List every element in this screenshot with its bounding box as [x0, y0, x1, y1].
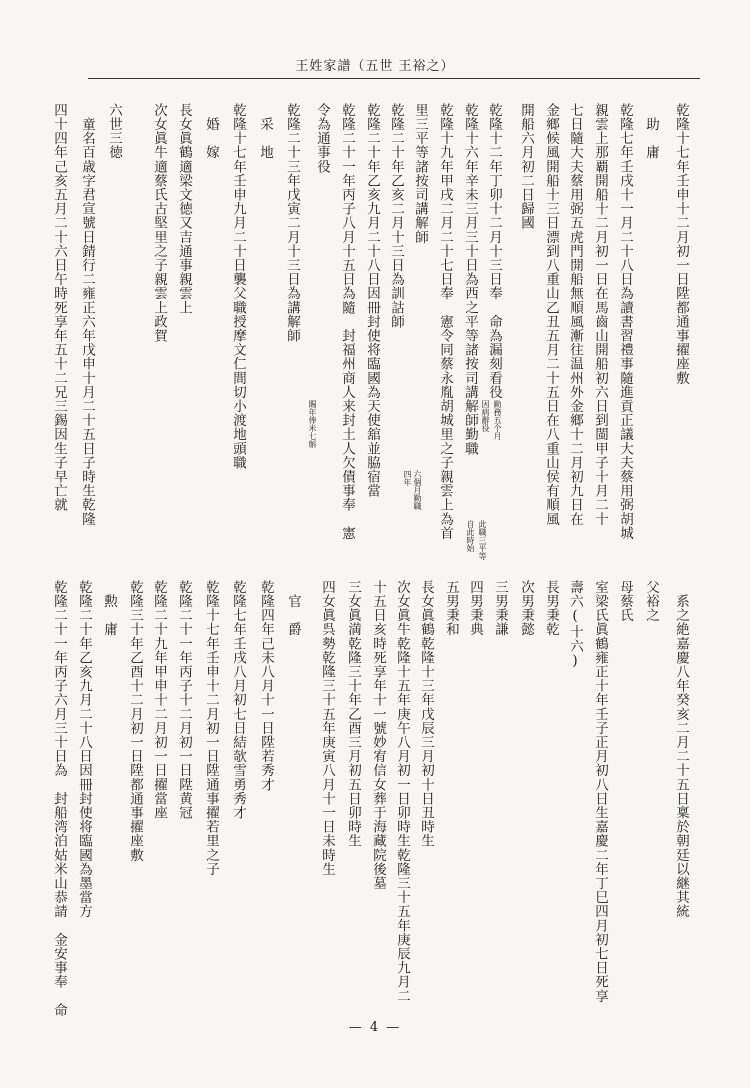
bottom-column: 母蔡氏: [617, 580, 633, 623]
bottom-column: 室梁氏眞鶴雍正十年壬子正月初八日生嘉慶二年丁巳四月初七日死享: [592, 580, 608, 1003]
top-column: 婚 嫁: [203, 103, 219, 160]
top-column: 開船六月初二日歸國: [518, 103, 534, 230]
bottom-column: 乾隆三十年乙酉十二月初一日陞都通事擢座敷: [127, 580, 143, 862]
bottom-column: 勲 庸: [101, 580, 117, 637]
bottom-column: 次女眞牛乾隆十五年庚午八月初一日卯時生乾隆三十五年庚辰九月二: [394, 580, 410, 1003]
bottom-column: 壽六(十六): [567, 580, 583, 670]
page-header: 王姓家譜（五世 王裕之）: [295, 59, 455, 74]
top-column: 令為通事役: [314, 103, 330, 174]
top-column: 乾隆二十年乙亥九月二十八日因冊封使将臨國為天使舘並脇宿當: [364, 103, 380, 498]
top-column: 親雲上那覇開船十二月初一日在馬齒山開船初六日到閩甲子十月二十: [592, 103, 608, 526]
top-column: 金鄉候風開船十三日漂到八重山乙丑五月二十五日在八重山侯有順風: [543, 103, 559, 526]
top-column: 乾隆十七年壬申九月二十日襲父職授摩文仁間切小渡地頭職: [230, 103, 246, 470]
top-column: 乾隆二十三年戊寅二月十三日為講解師: [284, 103, 300, 343]
bottom-column: 乾隆七年壬戌八月初七日結欹雪勇秀才: [230, 580, 246, 820]
top-column: 乾隆二十年乙亥二月十三日為訓詁師: [388, 103, 404, 329]
bottom-column: 乾隆二十九年甲申十二月初一日擢當座: [151, 580, 167, 820]
bottom-column: 乾隆四年己未八月十一日陞若秀才: [258, 580, 274, 792]
interlinear-note: 四年: [403, 470, 412, 486]
top-column: 六世三徳: [106, 103, 122, 160]
bottom-column: 父裕之: [643, 580, 659, 623]
interlinear-note: 勤務五个月: [493, 400, 502, 440]
bottom-column: 四男秉典: [467, 580, 483, 637]
bottom-column: 長女眞鶴乾隆十三年戊辰三月初十日丑時生: [418, 580, 434, 848]
top-column: 四十四年己亥五月二十六日午時死享年五十二兄三錫因生子早亡就: [51, 103, 67, 512]
interlinear-note: 此職三平等: [478, 520, 487, 560]
top-column: 乾隆十六年辛未三月三十日為西之平等諸按司講解師勤職: [462, 103, 478, 456]
top-column: 七日隨大夫蔡用弼五虎門開船無順風漸往温州外金鄉十二月初九日在: [567, 103, 583, 526]
top-column: 乾隆十七年壬申十二月初一日陞都通事擢座敷: [673, 103, 689, 385]
interlinear-note: 六個月勤職: [413, 470, 422, 510]
header-rule: [88, 78, 700, 79]
top-column: 長女眞鶴適梁文徳又吉通事親雲上: [176, 103, 192, 315]
bottom-column: 系之絶嘉慶八年癸亥二月二十五日稟於朝廷以継其統: [673, 580, 689, 919]
bottom-column: 官 爵: [285, 580, 301, 637]
bottom-column: 乾隆二十一年丙子六月三十日為 封船湾泊姑米山恭請 金安事奉 命: [51, 580, 67, 1018]
bottom-column: 四女眞呉勢乾隆三十五年庚寅八月十一日未時生: [319, 580, 335, 877]
top-column: 乾隆十九年甲戌二月二十七日奉 憲令同蔡永胤胡城里之子親雲上為首: [437, 103, 453, 541]
page-number: — 4 —: [348, 1020, 402, 1035]
top-column: 里三平等諸按司講解師: [412, 103, 428, 244]
bottom-column: 三女眞満乾隆三十年乙酉三月初五日卯時生: [345, 580, 361, 848]
top-column: 乾隆十二年丁卯十二月十三日奉 命為漏刻看役: [486, 103, 502, 400]
interlinear-note: 賜年俸米七斛: [308, 400, 317, 448]
top-column: 乾隆七年壬戌十一月二十八日為讀書習禮事隨進貢正議大夫蔡用弼胡城: [617, 103, 633, 541]
bottom-column: 次男秉懿: [518, 580, 534, 637]
top-column: 采 地: [257, 103, 273, 160]
bottom-column: 長男秉乾: [543, 580, 559, 637]
bottom-column: 三男秉謙: [492, 580, 508, 637]
interlinear-note: 自此時始: [466, 520, 475, 552]
bottom-column: 乾隆二十一年丙子十二月初一日陞黄冠: [176, 580, 192, 820]
top-column: 次女眞牛適蔡氏古堅里之子親雲上政賀: [151, 103, 167, 343]
top-column: 童名百歳字君宣號日錆行二雍正六年戊申十月二十五日子時生乾隆: [79, 103, 95, 526]
top-column: 助 庸: [643, 103, 659, 160]
bottom-column: 五男秉和: [443, 580, 459, 637]
bottom-column: 乾隆二十年乙亥九月二十八日因冊封使将臨國為墨當方: [76, 580, 92, 919]
interlinear-note: 因病辭役: [481, 400, 490, 432]
top-column: 乾隆二十一年丙子八月十五日為隨 封福州商人来封土人欠債事奉 憲: [339, 103, 355, 541]
bottom-column: 十五日亥時死享年十一號妙宥信女葬于海藏院後墓: [370, 580, 386, 891]
bottom-column: 乾隆十七年壬申十二月初一日陞通事擢若里之子: [203, 580, 219, 877]
